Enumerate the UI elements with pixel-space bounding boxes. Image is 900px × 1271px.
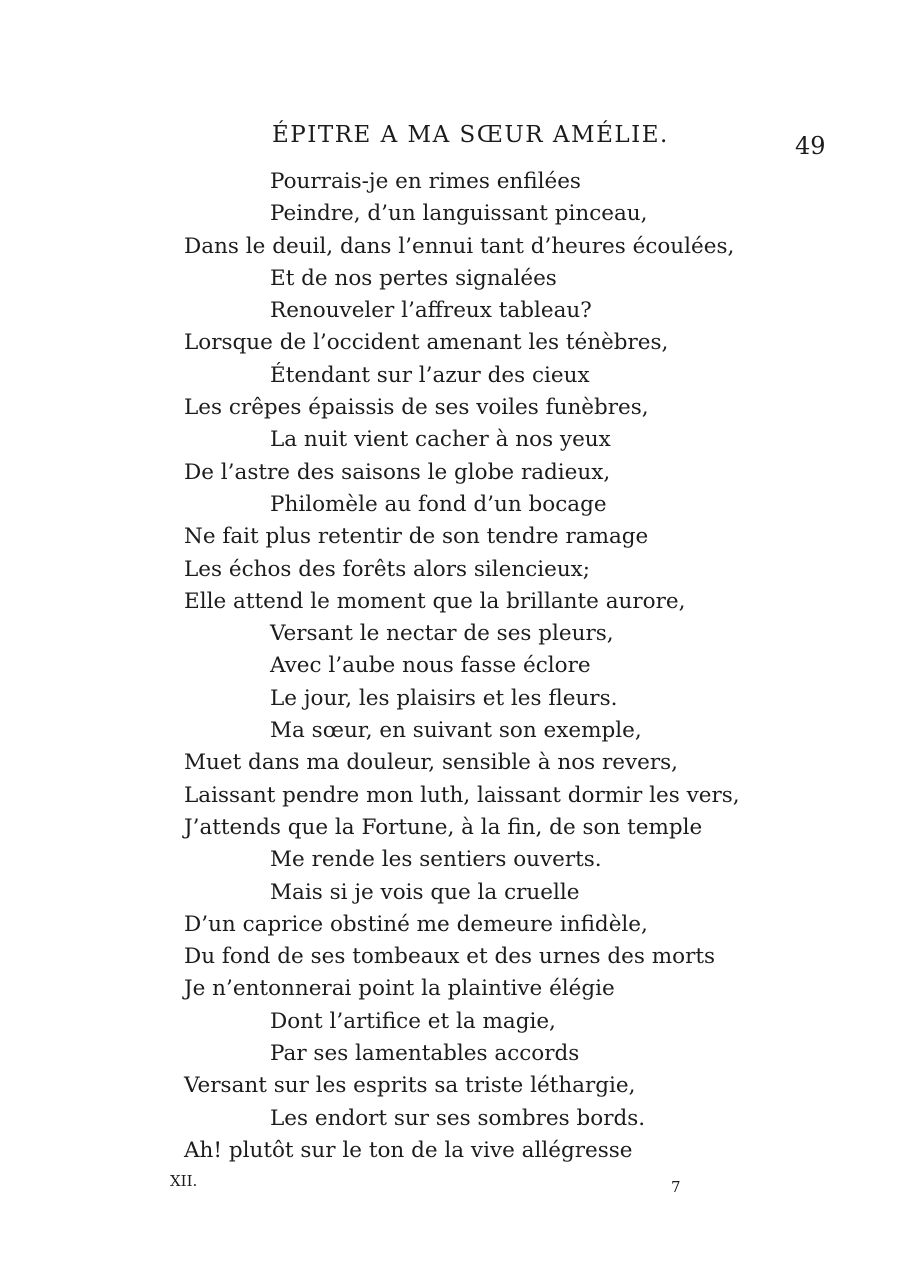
verse-line: Pourrais-je en rimes enfilées xyxy=(270,169,581,194)
verse-line: Les échos des forêts alors silencieux; xyxy=(184,556,591,582)
verse-line: Les endort sur ses sombres bords. xyxy=(270,1105,646,1131)
signature-mark-left: XII. xyxy=(170,1172,198,1190)
verse-line: Laissant pendre mon luth, laissant dormir les vers, xyxy=(184,782,740,808)
verse-line: Versant sur les esprits sa triste léthargie, xyxy=(184,1073,636,1099)
verse-line: D’un caprice obstiné me demeure infidèle, xyxy=(184,911,648,937)
verse-line: Les crêpes épaissis de ses voiles funèbres, xyxy=(184,395,649,421)
poem-text xyxy=(0,166,900,1167)
verse-line: Muet dans ma douleur, sensible à nos revers, xyxy=(184,750,679,776)
signature-mark-right: 7 xyxy=(671,1178,681,1196)
verse-line: Ma sœur, en suivant son exemple, xyxy=(270,718,642,744)
verse-line: Et de nos pertes signalées xyxy=(270,265,557,291)
verse-line: J’attends que la Fortune, à la fin, de son temple xyxy=(184,814,703,840)
verse-line: Avec l’aube nous fasse éclore xyxy=(270,653,591,679)
verse-line: Mais si je vois que la cruelle xyxy=(270,879,580,905)
verse-line: Le jour, les plaisirs et les fleurs. xyxy=(270,685,618,711)
page-number: 49 xyxy=(795,132,826,160)
verse-line: Elle attend le moment que la brillante aurore, xyxy=(184,588,686,614)
verse-line: Lorsque de l’occident amenant les ténèbres, xyxy=(184,330,669,356)
verse-line: Du fond de ses tombeaux et des urnes des morts xyxy=(184,944,716,970)
verse-line: Ah! plutôt sur le ton de la vive allégresse xyxy=(184,1137,633,1163)
verse-line: Renouveler l’affreux tableau? xyxy=(270,298,592,324)
verse-line: Étendant sur l’azur des cieux xyxy=(270,362,590,388)
verse-line: Peindre, d’un languissant pinceau, xyxy=(270,201,648,227)
verse-line: Versant le nectar de ses pleurs, xyxy=(270,621,614,647)
verse-line: Me rende les sentiers ouverts. xyxy=(270,847,602,873)
verse-line: Je n’entonnerai point la plaintive élégie xyxy=(184,976,615,1002)
verse-line: De l’astre des saisons le globe radieux, xyxy=(184,459,611,485)
running-title: ÉPITRE A MA SŒUR AMÉLIE. xyxy=(272,122,669,148)
verse-line: Dans le deuil, dans l’ennui tant d’heures écoulées, xyxy=(184,233,735,259)
verse-line: La nuit vient cacher à nos yeux xyxy=(270,427,611,453)
verse-line: Par ses lamentables accords xyxy=(270,1041,580,1067)
verse-line: Ne fait plus retentir de son tendre ramage xyxy=(184,524,649,550)
verse-line: Philomèle au fond d’un bocage xyxy=(270,491,607,517)
verse-line: Dont l’artifice et la magie, xyxy=(270,1008,556,1034)
